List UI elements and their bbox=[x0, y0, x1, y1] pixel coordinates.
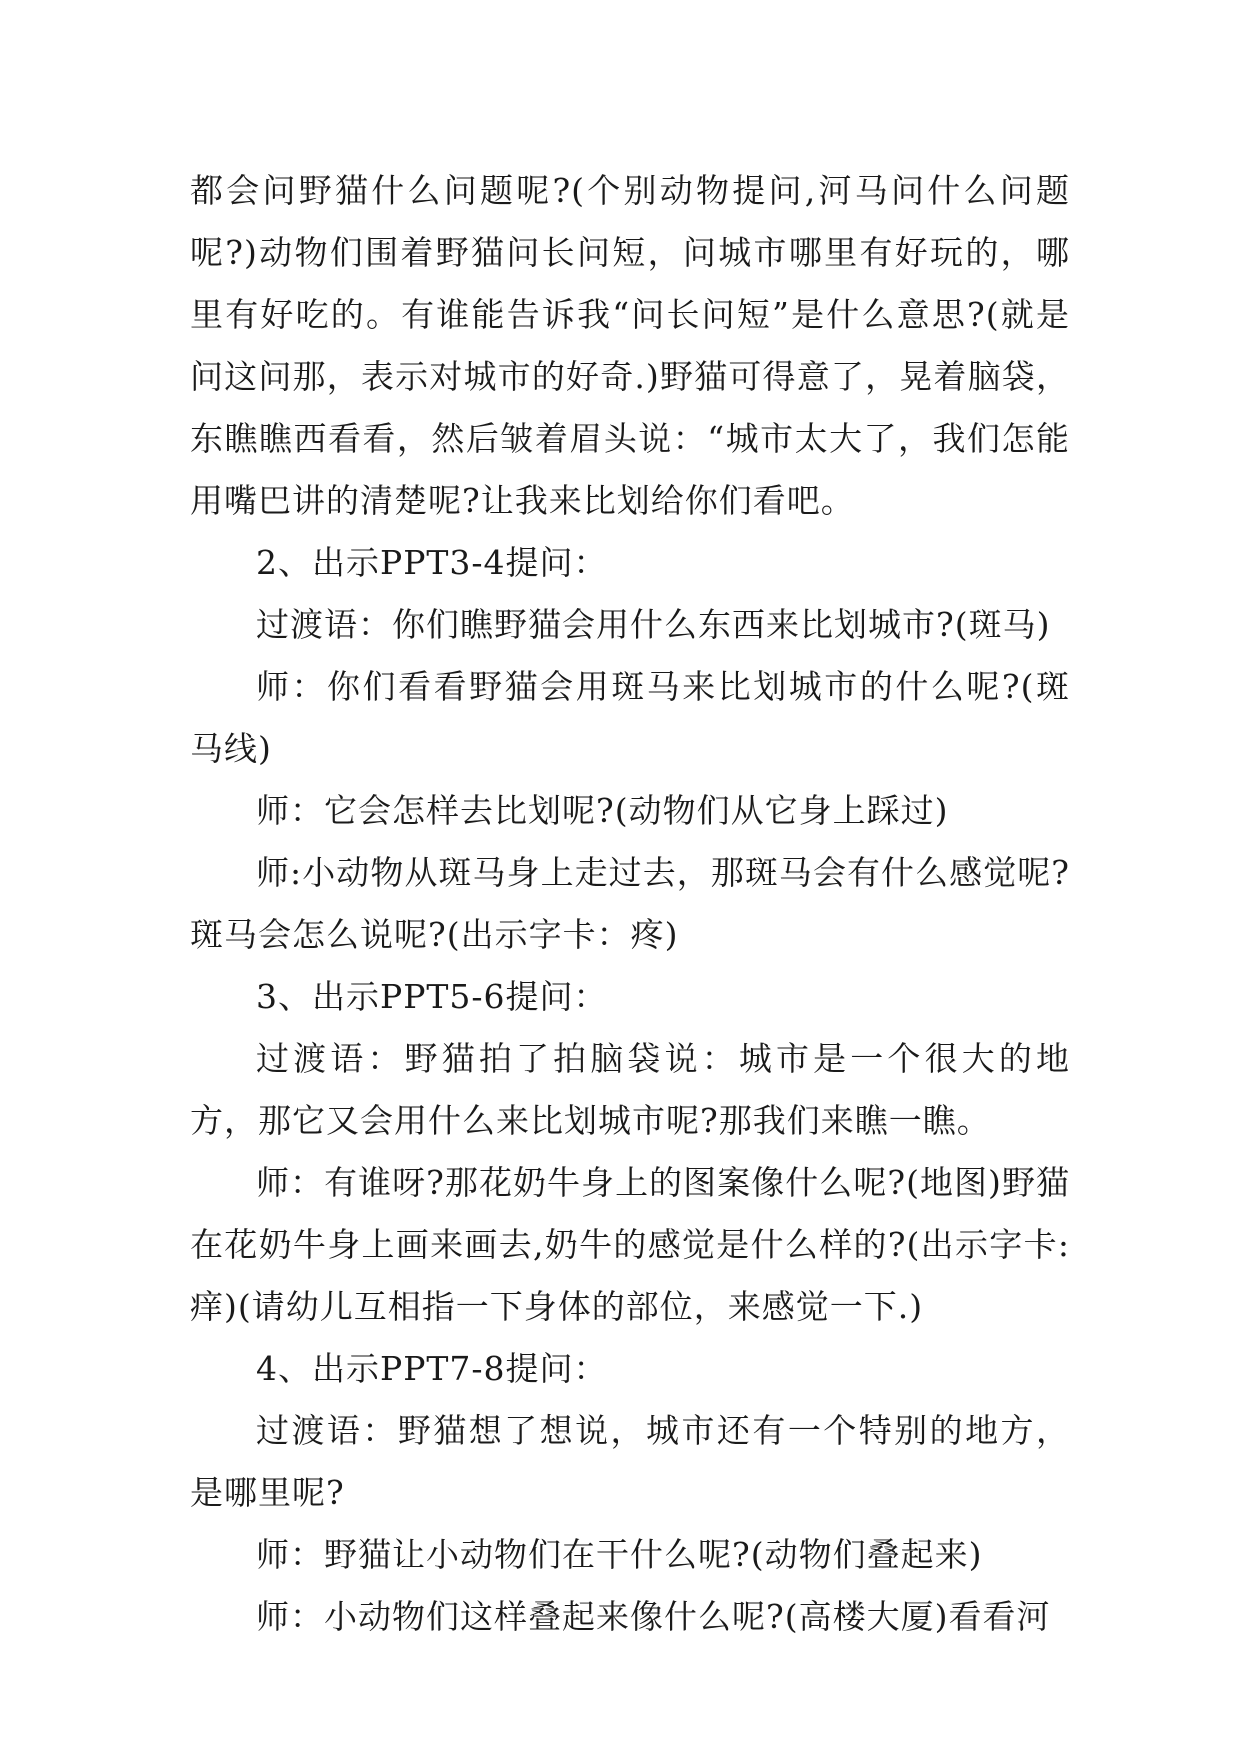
paragraph-7: 3、出示PPT5-6提问： bbox=[256, 977, 608, 1016]
paragraph-4: 师：你们看看野猫会用斑马来比划城市的什么呢?(斑马线) bbox=[190, 667, 1070, 768]
paragraph-10: 4、出示PPT7-8提问： bbox=[256, 1349, 608, 1388]
paragraph-9: 师：有谁呀?那花奶牛身上的图案像什么呢?(地图)野猫在花奶牛身上画来画去,奶牛的感觉是什么样的?(出示字卡:痒)(请幼儿互相指一下身体的部位，来感觉一下.) bbox=[190, 1163, 1070, 1326]
paragraph-1: 都会问野猫什么问题呢?(个别动物提问,河马问什么问题呢?)动物们围着野猫问长问短，问城市哪里有好玩的，哪里有好吃的。有谁能告诉我“问长问短”是什么意思?(就是问这问那，表示对城市的好奇.)野猫可得意了，晃着脑袋，东瞧瞧西看看，然后皱着眉头说：“城市太大了，我们怎能用嘴巴讲的清楚呢?让我来比划给你们看吧。 bbox=[190, 171, 1070, 520]
paragraph-8: 过渡语：野猫拍了拍脑袋说：城市是一个很大的地方，那它又会用什么来比划城市呢?那我们来瞧一瞧。 bbox=[190, 1039, 1070, 1140]
paragraph-2: 2、出示PPT3-4提问： bbox=[256, 543, 608, 582]
paragraph-13: 师：小动物们这样叠起来像什么呢?(高楼大厦)看看河 bbox=[256, 1597, 1051, 1636]
paragraph-11: 过渡语：野猫想了想说，城市还有一个特别的地方，是哪里呢? bbox=[190, 1411, 1070, 1512]
document-page bbox=[190, 160, 1070, 1648]
paragraph-6: 师:小动物从斑马身上走过去，那斑马会有什么感觉呢?斑马会怎么说呢?(出示字卡：疼) bbox=[190, 853, 1070, 954]
paragraph-3: 过渡语：你们瞧野猫会用什么东西来比划城市?(斑马) bbox=[256, 605, 1051, 644]
paragraph-5: 师：它会怎样去比划呢?(动物们从它身上踩过) bbox=[256, 791, 949, 830]
paragraph-12: 师：野猫让小动物们在干什么呢?(动物们叠起来) bbox=[256, 1535, 983, 1574]
